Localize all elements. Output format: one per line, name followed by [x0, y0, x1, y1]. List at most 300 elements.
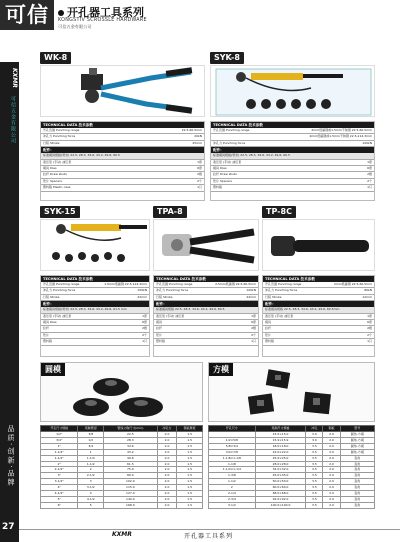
table-cell: 92.0×92.0 — [255, 496, 306, 502]
table-cell: 1.5 — [177, 455, 203, 461]
table-cell: 1/2 — [78, 437, 104, 443]
product-photo-syk15 — [40, 219, 150, 271]
product-title-tpa8 — [153, 206, 187, 218]
accessory-qty: 2个 — [142, 332, 147, 337]
accessory-row — [154, 339, 258, 345]
table-cell: 圆角-方模 — [340, 437, 374, 443]
table-cell: 直角 — [340, 461, 374, 467]
footer-series: 开孔器工具系列 — [184, 533, 234, 540]
accessory-row — [211, 185, 374, 191]
table-cell: 3-1/2 — [209, 502, 256, 508]
table-cell: 1-1/4" — [41, 449, 78, 455]
accessory-label: 液压泵 (手动) 油压泵 — [265, 313, 294, 318]
cylinder — [236, 72, 246, 82]
table-cell: 1.5 — [177, 432, 203, 438]
product-title-tp8c — [262, 206, 296, 218]
table-cell: 4-1/2" — [41, 491, 78, 497]
accessory-note: 标准模具规格 22.5, 28.3, 34.6, 43.2, 49.6, 60.5 — [154, 307, 258, 313]
table-cell: 45.0×45.0 — [255, 473, 306, 479]
table-cell: 4-1/2 — [78, 496, 104, 502]
table-cell: 1.5 — [177, 467, 203, 473]
accessory-label: 垫片 Spacers — [213, 178, 232, 183]
accessory-label: 液压泵 (手动) 油压泵 — [213, 159, 242, 164]
accessory-label: 塑料箱 — [265, 339, 275, 344]
cylinder — [56, 224, 66, 234]
accessory-note: 标准模具规格(毫米) 22.5, 28.3, 34.6, 43.2, 49.6, 61.5 mm — [41, 307, 149, 313]
table-cell: 1/2" — [41, 432, 78, 438]
accessory-qty: 1只 — [197, 185, 202, 190]
accessory-qty: 2根 — [251, 326, 256, 331]
accessory-label: 塑料箱 Plastic case — [43, 185, 71, 190]
product-photo-tp8c — [262, 219, 375, 271]
brand-chinese: 可信五金有限公司 — [58, 24, 92, 29]
die-hole — [105, 380, 117, 386]
table-cell: 直角 — [340, 479, 374, 485]
table-cell: 1-1/2" — [41, 455, 78, 461]
accessory-label: 垫片 — [265, 332, 272, 337]
table-cell: 2.0 — [323, 443, 340, 449]
square-die-spec-table — [208, 425, 375, 509]
table-cell: 2.0 — [323, 467, 340, 473]
accessory-label: 模具 Dies — [43, 166, 57, 171]
die — [291, 99, 301, 109]
table-cell: 2.0 — [157, 443, 177, 449]
die — [321, 99, 331, 109]
spec-value: 22mm — [137, 294, 147, 299]
spec-value: 12mm — [362, 294, 372, 299]
ram-head — [81, 74, 103, 90]
table-cell: 2.0 — [157, 491, 177, 497]
page-number: 27 — [2, 522, 15, 532]
footer-divider — [19, 529, 400, 530]
table-cell: 1.5 — [177, 437, 203, 443]
series-title-text: 开孔器工具系列 — [67, 6, 144, 19]
spec-value: 150kN — [137, 288, 147, 293]
accessory-label: 模具 — [265, 320, 272, 325]
table-cell: 61.5 — [104, 461, 158, 467]
table-cell: 2-1/2 — [78, 473, 104, 479]
table-cell: 5/8×3/4 — [209, 443, 256, 449]
accessory-header: 配件： — [41, 147, 204, 153]
table-cell: 2.0 — [323, 496, 340, 502]
accessory-label: 垫片 — [43, 332, 50, 337]
table-cell: 2.0 — [157, 437, 177, 443]
spec-label: 行程 Stroke — [265, 294, 282, 299]
spec-label: 冲孔力 Punching force — [43, 288, 76, 293]
product-name: SYK-8 — [210, 52, 244, 64]
die — [246, 99, 256, 109]
accessory-qty: 2个 — [197, 178, 202, 183]
spec-value: 1.5mm低碳钢 22.5-114.3mm — [104, 282, 147, 286]
table-cell: 2.0 — [323, 432, 340, 438]
accessory-qty: 1只 — [367, 185, 372, 190]
spec-header: TECHNICAL DATA 技术参数 — [154, 276, 258, 282]
spec-label: 冲孔力 Punching force — [265, 288, 298, 293]
table-cell: 2.0 — [157, 432, 177, 438]
spec-label: 开孔范围 Punching range — [213, 128, 250, 132]
accessory-label: 拉杆 Draw studs — [213, 172, 237, 177]
accessory-qty: 1套 — [197, 159, 202, 164]
accessory-header: 配件： — [41, 301, 149, 307]
handle-lower — [190, 250, 254, 260]
column-header: 开孔尺寸 — [209, 426, 256, 432]
die — [65, 254, 73, 262]
round-die-table — [40, 425, 203, 509]
wk8-tool-illustration — [41, 66, 206, 118]
round-die-spec-table — [40, 425, 203, 509]
table-cell: 圆角-方模 — [340, 443, 374, 449]
table-cell: 2-1/4 — [209, 491, 256, 497]
spec-table-tp8c — [262, 275, 375, 357]
accessory-qty: 6套 — [142, 320, 147, 325]
table-cell: 3.0 — [306, 432, 323, 438]
table-cell: 127.0 — [104, 491, 158, 497]
brand-logo: 可信 — [0, 0, 54, 30]
table-cell: 1.5 — [177, 449, 203, 455]
strip-tagline: 品质·创新·品牌 — [7, 425, 15, 488]
table-cell: 5 — [78, 502, 104, 508]
tpa8-tool-illustration — [154, 220, 260, 272]
table-cell: 140.0 — [104, 496, 158, 502]
handle-upper — [190, 232, 254, 242]
table-cell: 89.0 — [104, 473, 158, 479]
accessory-label: 液压泵 (手动) 油压泵 — [43, 159, 72, 164]
table-cell: 100.0×100.0 — [255, 502, 306, 508]
spec-label: 开孔范围 Punching range — [156, 282, 193, 286]
spec-label: 冲孔力 Punching force — [156, 288, 189, 293]
accessory-qty: 1套 — [367, 313, 372, 318]
spec-label: 行程 Stroke — [43, 140, 60, 145]
table-cell: 2.0 — [323, 461, 340, 467]
square-die-table — [208, 425, 375, 509]
table-cell: 2.0 — [323, 437, 340, 443]
square-die-rows — [209, 432, 375, 509]
pump-handle — [119, 225, 147, 229]
table-cell: 2.0 — [323, 479, 340, 485]
accessory-qty: 1只 — [367, 339, 372, 344]
table-cell: 直角 — [340, 502, 374, 508]
table-cell: 3.0 — [306, 437, 323, 443]
table-cell: 1.5 — [177, 479, 203, 485]
table-cell: 3/4 — [78, 443, 104, 449]
accessory-header: 配件： — [263, 301, 374, 307]
bullet-icon — [58, 10, 64, 16]
table-cell: 3.5 — [306, 502, 323, 508]
square-die-tag: 方模 — [209, 363, 233, 376]
accessory-qty: 6套 — [251, 320, 256, 325]
accessory-label: 拉杆 — [156, 326, 163, 331]
table-cell: 直角 — [340, 496, 374, 502]
pump-handle — [303, 74, 343, 78]
product-name: TP-8C — [262, 206, 296, 218]
die-hole — [257, 400, 264, 406]
table-cell: 2.0 — [157, 455, 177, 461]
accessory-qty: 2根 — [367, 326, 372, 331]
table-cell: 3.5 — [306, 491, 323, 497]
table-cell: 3.5 — [306, 461, 323, 467]
table-cell: 2.0 — [323, 473, 340, 479]
table-cell: 2.0 — [157, 461, 177, 467]
spec-header: TECHNICAL DATA 技术参数 — [263, 276, 374, 282]
table-cell: 5" — [41, 496, 78, 502]
spec-table-syk15 — [40, 275, 150, 357]
table-cell: 1-1/8×1-1/8 — [209, 455, 256, 461]
brand-english: KONGSTIV SCROSSLE HARDWARE — [58, 18, 147, 23]
table-cell: 3-1/2 — [78, 485, 104, 491]
product-name: TPA-8 — [153, 206, 187, 218]
hand-pump-body — [251, 73, 303, 80]
hydraulic-hose — [66, 230, 121, 240]
column-header: 钢板厚度 — [177, 426, 203, 432]
product-name: WK-8 — [40, 52, 71, 64]
table-cell: 1.5 — [177, 496, 203, 502]
strip-company: 可信五金有限公司 — [10, 96, 16, 144]
accessory-qty: 2根 — [197, 172, 202, 177]
table-row — [41, 502, 203, 508]
accessory-qty: 2个 — [251, 332, 256, 337]
table-cell: 2.0 — [157, 502, 177, 508]
spec-value: 80kN — [364, 288, 372, 293]
accessory-row — [263, 339, 374, 345]
table-cell: 22.0×22.0 — [255, 449, 306, 455]
spec-label: 开孔范围 Punching range — [43, 128, 80, 132]
spec-value: 2mm低碳钢或1.5mm不锈钢 22.5-114.3mm — [309, 134, 372, 139]
product-title-syk8 — [210, 52, 244, 64]
page-header — [0, 0, 400, 30]
spec-table-wk8 — [40, 121, 205, 201]
die-hole — [275, 375, 281, 380]
column-header: 型号 — [340, 426, 374, 432]
table-cell: 2 — [78, 467, 104, 473]
round-die-tag: 圆模 — [41, 363, 65, 376]
spec-label: 开孔范围 Punching range — [265, 282, 302, 286]
square-die-photo — [208, 362, 375, 422]
die-seat — [171, 239, 183, 251]
column-header: 冲孔力 — [157, 426, 177, 432]
column-header: 管线公称尺寸(mm) — [104, 426, 158, 432]
die — [91, 254, 99, 262]
die-hole — [134, 400, 148, 406]
accessory-note: 标准模具规格(毫米) 22.5, 28.3, 34.6, 43.2, 49.6, 60.5 — [211, 153, 374, 159]
die — [276, 99, 286, 109]
table-row — [209, 502, 375, 508]
die-hole — [85, 400, 97, 406]
spec-value: 100kN — [362, 140, 372, 145]
table-cell: 1-1/2 — [78, 461, 104, 467]
table-cell: 32.0×32.0 — [255, 467, 306, 473]
round-die-photo — [40, 362, 203, 422]
table-cell: 直角 — [340, 491, 374, 497]
table-cell: 102.0 — [104, 479, 158, 485]
table-cell: 2.0 — [157, 473, 177, 479]
table-cell: 2.0 — [323, 449, 340, 455]
spec-value: 2.5mm低碳钢 22.5-60.5mm — [215, 282, 256, 286]
table-cell: 15.0×15.0 — [255, 432, 306, 438]
table-cell: 1-3/8 — [209, 473, 256, 479]
table-cell: 1-1/4 — [78, 455, 104, 461]
accessory-qty: 1只 — [142, 339, 147, 344]
table-cell: 3.5 — [306, 443, 323, 449]
accessory-label: 塑料箱 — [213, 185, 223, 190]
table-cell: 4 — [78, 491, 104, 497]
table-cell: 2 — [209, 485, 256, 491]
table-cell: 2.0 — [157, 485, 177, 491]
table-cell: 3/4×7/8 — [209, 449, 256, 455]
table-cell: 3.5 — [306, 455, 323, 461]
spec-label: 冲孔力 Punching force — [213, 140, 246, 145]
table-cell: 25.0×25.0 — [255, 455, 306, 461]
square-die-illustration — [209, 363, 376, 423]
accessory-header: 配件： — [154, 301, 258, 307]
table-cell: 直角 — [340, 473, 374, 479]
table-cell: 直角 — [340, 485, 374, 491]
die — [306, 99, 316, 109]
table-cell: 1" — [41, 443, 78, 449]
accessory-label: 拉杆 Draw studs — [43, 172, 67, 177]
spec-label: 行程 Stroke — [43, 294, 60, 299]
product-title-wk8 — [40, 52, 71, 64]
column-header: 英制管径 — [78, 426, 104, 432]
table-cell: 2" — [41, 461, 78, 467]
syk15-kit-illustration — [41, 220, 151, 272]
table-cell: 43.2 — [104, 449, 158, 455]
table-cell: 2.0 — [323, 485, 340, 491]
handle-body — [293, 240, 369, 252]
column-header: 英制尺寸规格 — [255, 426, 306, 432]
table-cell: 115.0 — [104, 485, 158, 491]
accessory-label: 模具 Dies — [213, 166, 227, 171]
spec-value: 2mm低碳钢或1.5mm不锈钢 22.5-60.5mm — [311, 128, 372, 132]
accessory-label: 模具 Dies — [43, 320, 57, 325]
die-body — [85, 89, 99, 103]
table-cell: 直角 — [340, 455, 374, 461]
table-cell: 50.0×50.0 — [255, 479, 306, 485]
column-header: 冲孔 — [306, 426, 323, 432]
accessory-qty: 1只 — [251, 339, 256, 344]
product-title-syk15 — [40, 206, 80, 218]
spec-value: 2mm低碳钢 22.5-60.5mm — [334, 282, 372, 286]
table-cell: 1.5 — [177, 502, 203, 508]
spec-label: 开孔范围 Punching range — [43, 282, 80, 286]
spec-value: 22mm — [246, 294, 256, 299]
accessory-note: 标准模具规格 22.5, 28.3, 34.6, 43.2, 49.6, 60.5mm — [263, 307, 374, 313]
round-die-illustration — [41, 363, 204, 423]
table-cell: 1.5 — [177, 491, 203, 497]
table-cell: 3-1/2" — [41, 479, 78, 485]
table-cell: 18.0×18.0 — [255, 443, 306, 449]
die — [104, 252, 112, 260]
accessory-row — [41, 185, 204, 191]
accessory-label: 塑料箱 — [156, 339, 166, 344]
accessory-qty: 2个 — [367, 332, 372, 337]
accessory-row — [41, 339, 149, 345]
table-cell: 34.6 — [104, 443, 158, 449]
accessory-label: 垫片 — [156, 332, 163, 337]
table-cell: 2-3/4 — [209, 496, 256, 502]
table-cell: 3.5 — [306, 449, 323, 455]
spec-value: 22.5-60.5mm — [181, 128, 202, 132]
table-cell: 28.0×28.0 — [255, 461, 306, 467]
hand-pump-body — [71, 224, 121, 231]
accessory-label: 拉杆 — [43, 326, 50, 331]
table-cell: 68.0×68.0 — [255, 491, 306, 497]
spec-value: 100kN — [246, 288, 256, 293]
table-cell: 3 — [78, 479, 104, 485]
die-hole — [313, 398, 320, 405]
accessory-qty: 6套 — [367, 320, 372, 325]
accessory-label: 液压泵 (手动) 油压泵 — [156, 313, 185, 318]
tp8c-tool-illustration — [263, 220, 376, 272]
table-cell: 1 — [78, 449, 104, 455]
table-cell: 1-1/8 — [209, 461, 256, 467]
die — [261, 99, 271, 109]
table-cell: 6" — [41, 502, 78, 508]
strip-logo: KXMR — [11, 68, 18, 88]
table-cell: 4" — [41, 485, 78, 491]
spec-value: 20kN — [194, 134, 202, 139]
die — [52, 252, 60, 260]
table-cell: 28.3 — [104, 437, 158, 443]
table-cell: 2.0 — [323, 491, 340, 497]
table-cell: 3" — [41, 473, 78, 479]
accessory-qty: 2根 — [142, 326, 147, 331]
spec-label: 冲孔力 Punching force — [43, 134, 76, 139]
die — [117, 254, 125, 262]
spec-value: 25mm — [192, 140, 202, 145]
die — [78, 252, 86, 260]
ram-top — [89, 68, 97, 75]
accessory-header: 配件： — [211, 147, 374, 153]
product-photo-syk8 — [210, 65, 375, 117]
table-cell: 168.0 — [104, 502, 158, 508]
table-cell: 15.9×15.9 — [255, 437, 306, 443]
table-cell: 1.5 — [177, 443, 203, 449]
table-cell: 2.0 — [323, 455, 340, 461]
spec-header: TECHNICAL DATA 技术参数 — [211, 122, 374, 128]
spec-table-tpa8 — [153, 275, 259, 357]
accessory-qty: 1套 — [367, 159, 372, 164]
column-header: 钢板 — [323, 426, 340, 432]
accessory-label: 液压泵 (手动) 油压泵 — [43, 313, 72, 318]
product-photo-wk8 — [40, 65, 205, 117]
accessory-label: 垫片 Spacers — [43, 178, 62, 183]
table-cell: 1/2×5/8 — [209, 437, 256, 443]
table-cell: 圆角-方模 — [340, 449, 374, 455]
table-cell: 2.0 — [323, 502, 340, 508]
table-cell: 2-1/2" — [41, 467, 78, 473]
accessory-note: 标准模具规格(毫米) 22.5, 28.3, 34.6, 43.2, 49.6, 60.5 — [41, 153, 204, 159]
table-cell: 3.5 — [306, 496, 323, 502]
table-cell: 75.0 — [104, 467, 158, 473]
product-name: SYK-15 — [40, 206, 80, 218]
table-cell: 3.5 — [306, 473, 323, 479]
accessory-qty: 2根 — [367, 172, 372, 177]
table-cell: 1-1/4×1-1/4 — [209, 467, 256, 473]
table-cell: 3/4" — [41, 437, 78, 443]
spec-header: TECHNICAL DATA 技术参数 — [41, 122, 204, 128]
table-cell: 2.0 — [157, 467, 177, 473]
table-cell: 60.0×60.0 — [255, 485, 306, 491]
grip-lower — [166, 104, 193, 114]
table-cell: 2.0 — [157, 449, 177, 455]
accessory-qty: 6套 — [367, 166, 372, 171]
table-cell: 1.5 — [177, 473, 203, 479]
table-cell: 3/8 — [78, 432, 104, 438]
table-cell: 3.5 — [306, 485, 323, 491]
accessory-label: 模具 — [156, 320, 163, 325]
accessory-qty: 2个 — [367, 178, 372, 183]
spec-table-syk8 — [210, 121, 375, 201]
